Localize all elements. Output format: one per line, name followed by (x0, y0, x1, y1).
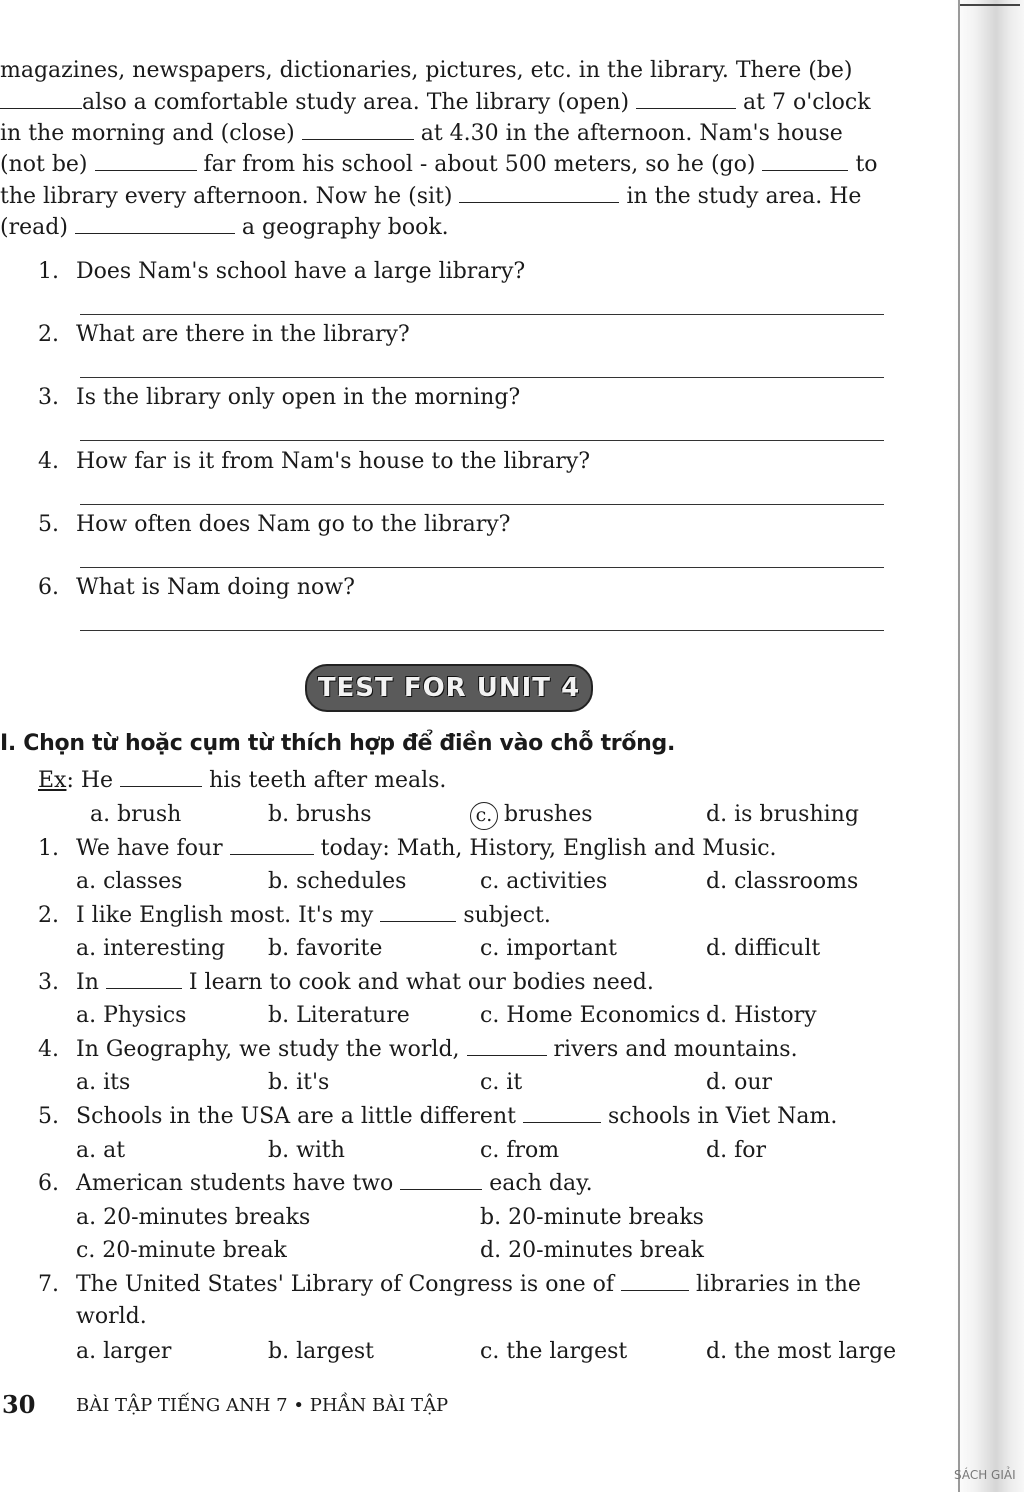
footer-bullet: • (293, 1395, 304, 1416)
question-number: 1. (38, 259, 59, 284)
blank[interactable] (230, 834, 314, 855)
passage-line-3: in the morning and (close) at 4.30 in the afternoon. Nam's house (0, 121, 843, 146)
item-stem: We have four today: Math, History, English and Music. (76, 836, 777, 861)
question-number: 5. (38, 512, 59, 537)
option-c[interactable]: c. important (480, 936, 618, 961)
blank[interactable] (95, 150, 197, 171)
question-number: 6. (38, 575, 59, 600)
option-a[interactable]: a. its (76, 1070, 131, 1095)
watermark: SÁCH GIẢI (954, 1468, 1016, 1482)
option-d[interactable]: d. our (706, 1070, 772, 1095)
option-d[interactable]: d. 20-minutes break (480, 1238, 704, 1263)
option-b[interactable]: b. Literature (268, 1003, 410, 1028)
page-corner-mark (960, 4, 1020, 6)
option-c[interactable]: c. the largest (480, 1339, 628, 1364)
test-title-banner: TEST FOR UNIT 4 (305, 664, 593, 712)
option-d[interactable]: d. difficult (706, 936, 821, 961)
passage-line-2: also a comfortable study area. The library (open) at 7 o'clock (0, 88, 871, 118)
passage-line-6: (read) a geography book. (0, 215, 449, 240)
blank[interactable] (106, 968, 182, 989)
option-a[interactable]: a. 20-minutes breaks (76, 1205, 311, 1230)
option-d[interactable]: d. the most large (706, 1339, 897, 1364)
blank[interactable] (467, 1035, 547, 1056)
option-b[interactable]: b. largest (268, 1339, 374, 1364)
question-text: What is Nam doing now? (76, 575, 355, 600)
item-number: 7. (38, 1272, 59, 1297)
option-d[interactable]: d. is brushing (706, 802, 859, 827)
item-stem-continued: world. (76, 1304, 147, 1329)
option-d[interactable]: d. History (706, 1003, 817, 1028)
book-title: BÀI TẬP TIẾNG ANH 7 • PHẦN BÀI TẬP (76, 1395, 449, 1416)
option-a[interactable]: a. brush (90, 802, 182, 827)
question-number: 3. (38, 385, 59, 410)
option-b[interactable]: b. favorite (268, 936, 383, 961)
circled-answer-mark: c. (470, 802, 498, 830)
section-heading: I. Chọn từ hoặc cụm từ thích hợp để điền vào chỗ trống. (0, 731, 676, 756)
blank[interactable] (75, 213, 235, 234)
question-text: How far is it from Nam's house to the library? (76, 449, 591, 474)
option-b[interactable]: b. 20-minute breaks (480, 1205, 704, 1230)
option-b[interactable]: b. it's (268, 1070, 330, 1095)
blank[interactable] (400, 1169, 482, 1190)
option-c[interactable]: c. activities (480, 869, 608, 894)
item-stem: American students have two each day. (76, 1171, 593, 1196)
blank[interactable] (762, 150, 848, 171)
answer-line[interactable] (80, 630, 884, 631)
answer-line[interactable] (80, 504, 884, 505)
blank[interactable] (302, 119, 414, 140)
blank[interactable] (621, 1270, 689, 1291)
item-number: 6. (38, 1171, 59, 1196)
item-stem: In Geography, we study the world, rivers and mountains. (76, 1037, 798, 1062)
item-number: 5. (38, 1104, 59, 1129)
item-number: 1. (38, 836, 59, 861)
question-text: Is the library only open in the morning? (76, 385, 521, 410)
item-number: 3. (38, 970, 59, 995)
passage-line-1: magazines, newspapers, dictionaries, pictures, etc. in the library. There (be) (0, 58, 853, 83)
option-a[interactable]: a. larger (76, 1339, 172, 1364)
option-b[interactable]: b. schedules (268, 869, 407, 894)
blank[interactable] (0, 88, 82, 109)
blank[interactable] (120, 766, 202, 787)
blank[interactable] (459, 182, 619, 203)
option-c[interactable]: c. from (480, 1138, 560, 1163)
item-stem: The United States' Library of Congress is one of libraries in the (76, 1272, 861, 1297)
item-number: 4. (38, 1037, 59, 1062)
page-edge (958, 0, 960, 1492)
question-text: What are there in the library? (76, 322, 410, 347)
page-number: 30 (2, 1390, 36, 1419)
option-b[interactable]: b. brushs (268, 802, 372, 827)
option-b[interactable]: b. with (268, 1138, 345, 1163)
answer-line[interactable] (80, 440, 884, 441)
blank[interactable] (636, 88, 736, 109)
item-stem: Schools in the USA are a little different schools in Viet Nam. (76, 1104, 838, 1129)
option-a[interactable]: a. at (76, 1138, 126, 1163)
option-a[interactable]: a. classes (76, 869, 183, 894)
passage-line-4: (not be) far from his school - about 500 meters, so he (go) to (0, 152, 878, 177)
blank[interactable] (380, 901, 456, 922)
answer-line[interactable] (80, 377, 884, 378)
blank[interactable] (523, 1102, 601, 1123)
question-number: 4. (38, 449, 59, 474)
item-number: 2. (38, 903, 59, 928)
option-d[interactable]: d. classrooms (706, 869, 859, 894)
question-text: How often does Nam go to the library? (76, 512, 511, 537)
option-d[interactable]: d. for (706, 1138, 766, 1163)
option-c[interactable]: c. it (480, 1070, 523, 1095)
item-stem: In I learn to cook and what our bodies need. (76, 970, 654, 995)
option-c[interactable]: c. Home Economics (480, 1003, 701, 1028)
answer-line[interactable] (80, 567, 884, 568)
option-a[interactable]: a. Physics (76, 1003, 187, 1028)
example-stem: Ex: He his teeth after meals. (38, 768, 447, 793)
option-c[interactable]: c. 20-minute break (76, 1238, 287, 1263)
question-number: 2. (38, 322, 59, 347)
item-stem: I like English most. It's my subject. (76, 903, 551, 928)
answer-line[interactable] (80, 314, 884, 315)
passage-line-5: the library every afternoon. Now he (sit) in the study area. He (0, 184, 862, 209)
question-text: Does Nam's school have a large library? (76, 259, 526, 284)
option-c-selected[interactable]: c. brushes (470, 800, 593, 830)
option-a[interactable]: a. interesting (76, 936, 226, 961)
book-spine-shadow (954, 0, 1024, 1492)
